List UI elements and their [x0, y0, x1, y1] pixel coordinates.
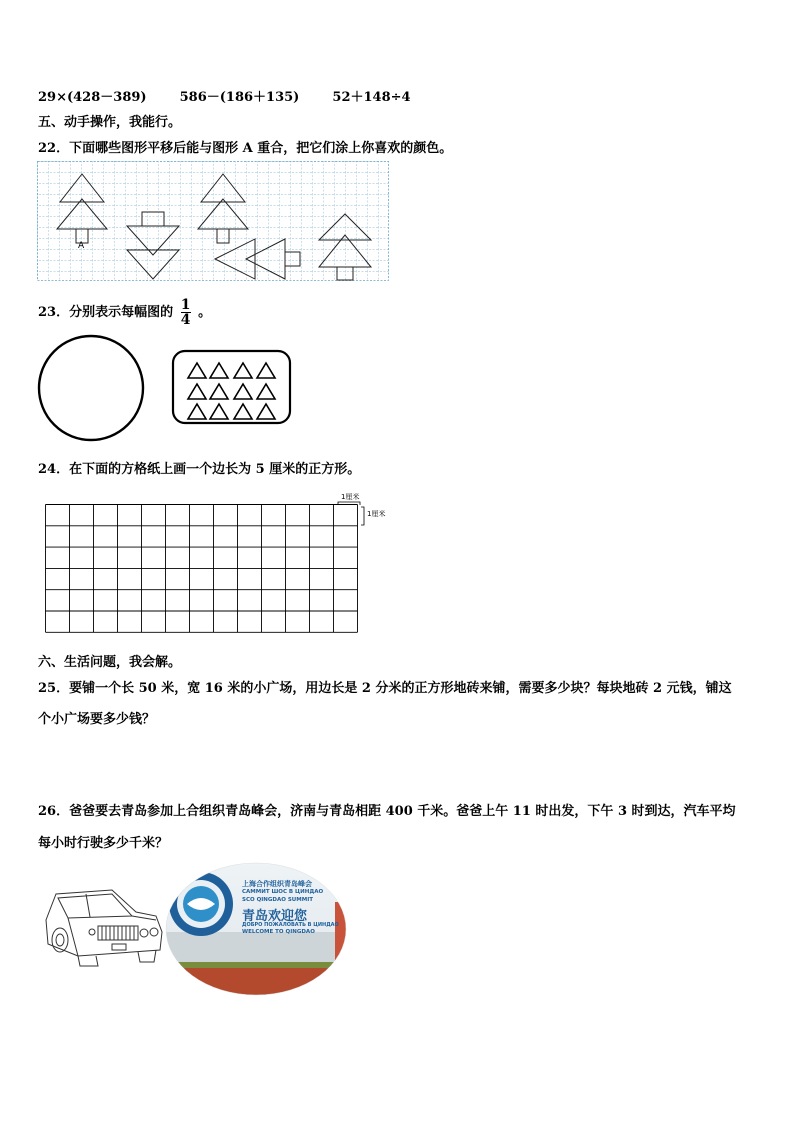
section-5-title: 五、动手操作，我能行。 [38, 115, 182, 130]
question-24-text: 24．在下面的方格纸上画一个边长为 5 厘米的正方形。 [38, 462, 361, 477]
triangle [188, 404, 206, 419]
triangle [188, 384, 206, 399]
sign-ru-line: САММИТ ШОС В ЦИНДАО [242, 889, 324, 895]
fraction-one-quarter [181, 298, 191, 327]
car-illustration [38, 880, 166, 970]
question-22-text: 22．下面哪些图形平移后能与图形 A 重合，把它们涂上你喜欢的颜色。 [38, 141, 453, 156]
triangle [234, 384, 252, 399]
q23-text-before: 23．分别表示每幅图的 [38, 305, 174, 320]
fraction-denominator: 4 [180, 312, 191, 328]
sign-welcome-ru: ДОБРО ПОЖАЛОВАТЬ В ЦИНДАО [242, 922, 339, 928]
sign-welcome-en: WELCOME TO QINGDAO [242, 929, 315, 935]
question-26-line-1: 26．爸爸要去青岛参加上合组织青岛峰会，济南与青岛相距 400 千米。爸爸上午 11 时出发，下午 3 时到达，汽车平均 [38, 804, 736, 819]
calc-line [38, 86, 411, 105]
calc-expr-2: 586－(186＋135) [179, 90, 300, 105]
triangle [234, 363, 252, 378]
q23-circle [35, 333, 147, 445]
q24-square-grid [44, 501, 394, 636]
triangle [210, 384, 228, 399]
q23-triangle-box [171, 349, 293, 427]
triangle [234, 404, 252, 419]
question-25-line-2: 个小广场要多少钱？ [38, 712, 156, 727]
q22-grid-figure [37, 161, 389, 281]
triangle [257, 404, 275, 419]
triangle [210, 363, 228, 378]
triangle [257, 363, 275, 378]
sign-en-line: SCO QINGDAO SUMMIT [242, 897, 314, 903]
tree-a-label: A [78, 241, 85, 251]
calc-expr-3: 52＋148÷4 [332, 90, 411, 105]
unit-bracket-vertical [361, 507, 364, 525]
unit-label-vertical: 1厘米 [367, 510, 386, 518]
calc-expr-1: 29×(428－389) [38, 90, 147, 105]
unit-label-horizontal: 1厘米 [341, 493, 360, 501]
q23-text-after: 。 [198, 305, 212, 320]
triangle [210, 404, 228, 419]
triangle [257, 384, 275, 399]
sign-welcome-cn: 青岛欢迎您 [242, 909, 308, 924]
fraction-numerator: 1 [180, 297, 191, 313]
sign-cn-title: 上海合作组织青岛峰会 [242, 880, 312, 888]
section-6-title: 六、生活问题，我会解。 [38, 655, 182, 670]
question-25-line-1: 25．要铺一个长 50 米，宽 16 米的小广场，用边长是 2 分米的正方形地砖来铺，需要多少块？每块地砖 2 元钱，铺这 [38, 681, 732, 696]
question-26-line-2: 每小时行驶多少千米？ [38, 836, 169, 851]
triangle [188, 363, 206, 378]
question-23-text [38, 298, 211, 327]
